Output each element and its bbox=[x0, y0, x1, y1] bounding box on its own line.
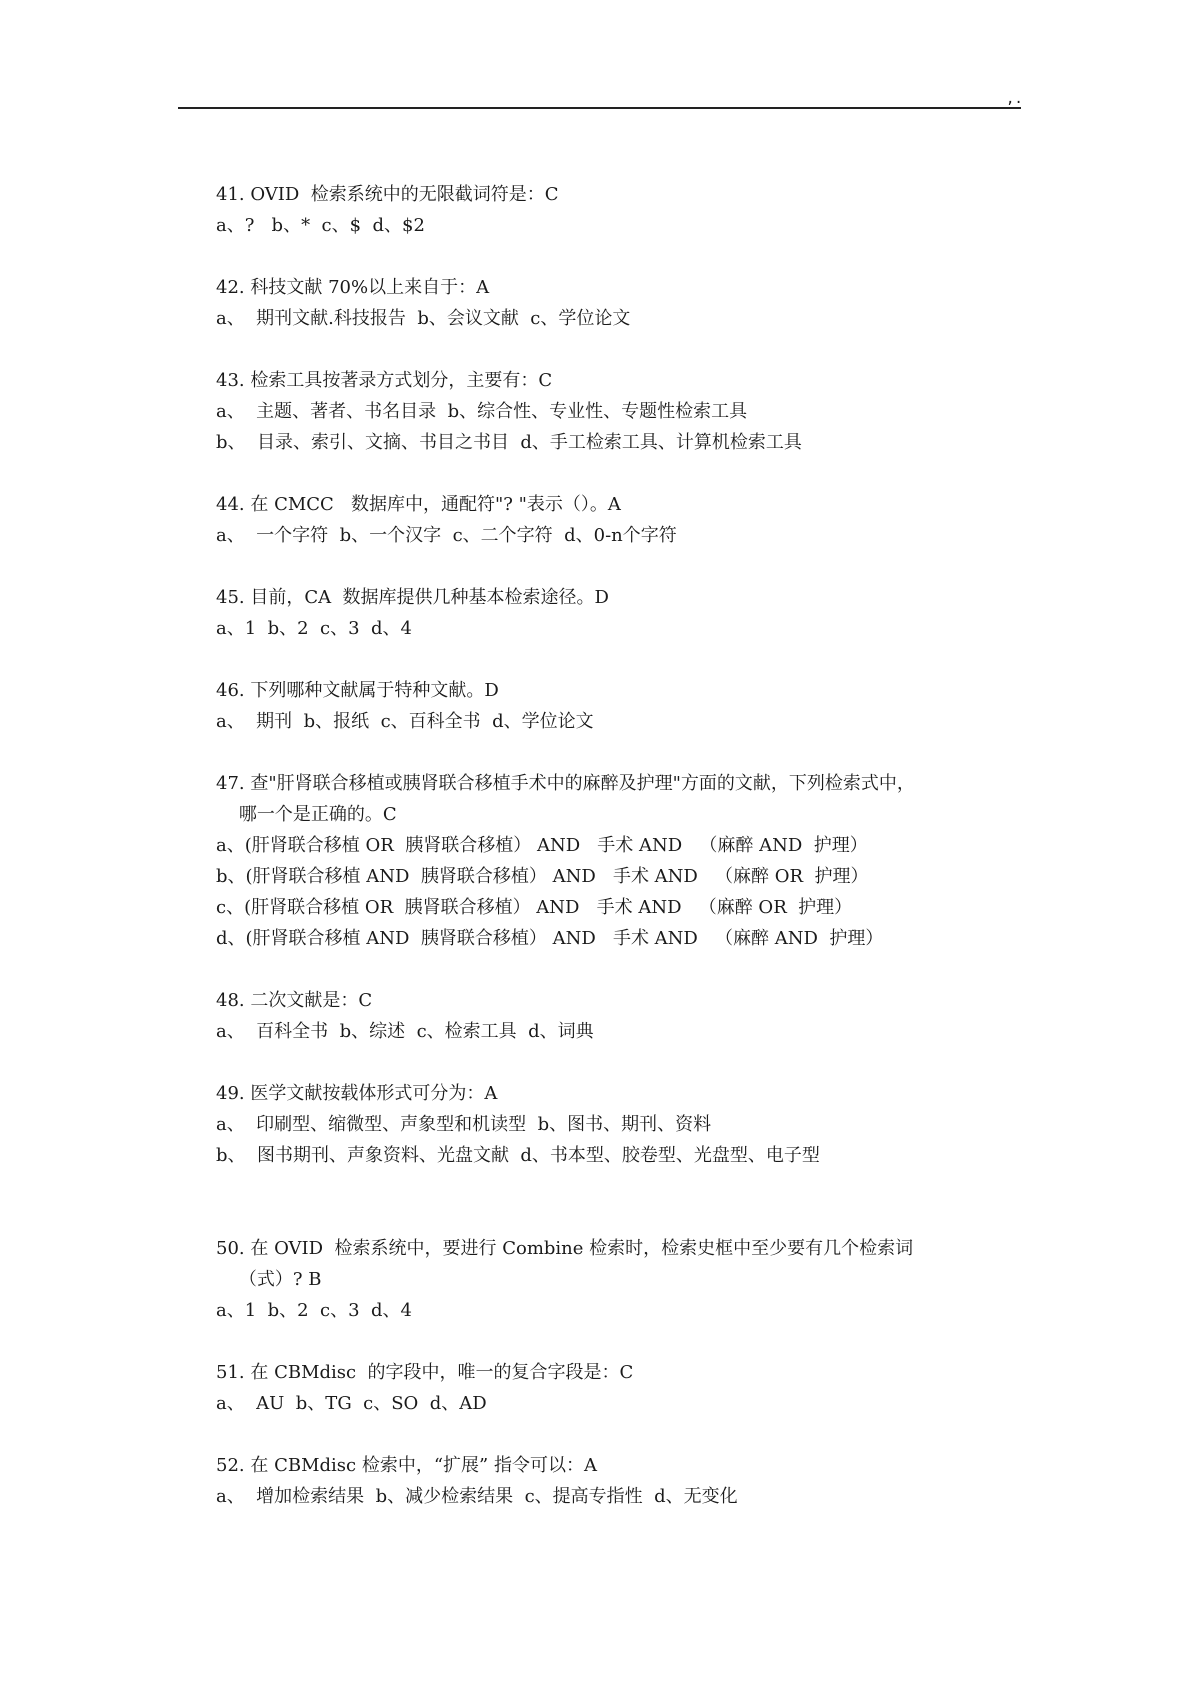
question-41 bbox=[216, 179, 1021, 241]
question-stem: 48. 二次文献是：C bbox=[216, 990, 373, 1011]
question-43 bbox=[216, 365, 1021, 458]
question-option: a、 期刊 b、报纸 c、百科全书 d、学位论文 bbox=[216, 711, 594, 732]
question-option: c、(肝肾联合移植 OR 胰肾联合移植） AND 手术 AND （麻醉 OR 护理） bbox=[216, 897, 853, 918]
question-stem: 47. 查"肝肾联合移植或胰肾联合移植手术中的麻醉及护理"方面的文献，下列检索式中， bbox=[216, 773, 915, 794]
question-stem: 44. 在 CMCC 数据库中，通配符"? "表示（）。A bbox=[216, 494, 621, 515]
question-stem-continued: 哪一个是正确的。C bbox=[216, 804, 397, 825]
question-option: a、 主题、著者、书名目录 b、综合性、专业性、专题性检索工具 bbox=[216, 401, 748, 422]
question-47 bbox=[216, 768, 1021, 954]
question-option: a、1 b、2 c、3 d、4 bbox=[216, 1300, 412, 1321]
question-list bbox=[216, 179, 1021, 1512]
question-option: d、(肝肾联合移植 AND 胰肾联合移植） AND 手术 AND （麻醉 AND 护理） bbox=[216, 928, 884, 949]
question-46 bbox=[216, 675, 1021, 737]
question-44 bbox=[216, 489, 1021, 551]
question-stem: 49. 医学文献按载体形式可分为：A bbox=[216, 1083, 498, 1104]
question-45 bbox=[216, 582, 1021, 644]
question-option: a、? b、* c、$ d、$2 bbox=[216, 215, 425, 236]
question-52 bbox=[216, 1450, 1021, 1512]
header-rule bbox=[178, 107, 1021, 109]
question-option: a、 印刷型、缩微型、声象型和机读型 b、图书、期刊、资料 bbox=[216, 1114, 712, 1135]
question-51 bbox=[216, 1357, 1021, 1419]
question-stem-continued: （式）? B bbox=[216, 1269, 322, 1290]
question-option: a、 期刊文献.科技报告 b、会议文献 c、学位论文 bbox=[216, 308, 631, 329]
question-stem: 41. OVID 检索系统中的无限截词符是：C bbox=[216, 184, 559, 205]
question-stem: 45. 目前，CA 数据库提供几种基本检索途径。D bbox=[216, 587, 609, 608]
question-stem: 52. 在 CBMdisc 检索中，“扩展” 指令可以：A bbox=[216, 1455, 597, 1476]
question-stem: 42. 科技文献 70%以上来自于：A bbox=[216, 277, 490, 298]
question-option: a、(肝肾联合移植 OR 胰肾联合移植） AND 手术 AND （麻醉 AND 护理） bbox=[216, 835, 868, 856]
question-option: a、1 b、2 c、3 d、4 bbox=[216, 618, 412, 639]
header-mark: ,. bbox=[1006, 91, 1023, 107]
question-stem: 51. 在 CBMdisc 的字段中，唯一的复合字段是：C bbox=[216, 1362, 634, 1383]
question-stem: 43. 检索工具按著录方式划分，主要有：C bbox=[216, 370, 553, 391]
question-stem: 46. 下列哪种文献属于特种文献。D bbox=[216, 680, 499, 701]
question-option: a、 AU b、TG c、SO d、AD bbox=[216, 1393, 487, 1414]
question-option: a、 百科全书 b、综述 c、检索工具 d、词典 bbox=[216, 1021, 594, 1042]
question-option: b、 目录、索引、文摘、书目之书目 d、手工检索工具、计算机检索工具 bbox=[216, 432, 802, 453]
question-option: b、(肝肾联合移植 AND 胰肾联合移植） AND 手术 AND （麻醉 OR 护理） bbox=[216, 866, 869, 887]
question-stem: 50. 在 OVID 检索系统中，要进行 Combine 检索时，检索史框中至少要有几个检索词 bbox=[216, 1238, 914, 1259]
question-option: a、 增加检索结果 b、减少检索结果 c、提高专指性 d、无变化 bbox=[216, 1486, 738, 1507]
question-option: a、 一个字符 b、一个汉字 c、二个字符 d、0-n个字符 bbox=[216, 525, 677, 546]
question-option: b、 图书期刊、声象资料、光盘文献 d、书本型、胶卷型、光盘型、电子型 bbox=[216, 1145, 820, 1166]
question-48 bbox=[216, 985, 1021, 1047]
question-42 bbox=[216, 272, 1021, 334]
question-49 bbox=[216, 1078, 1021, 1171]
question-50 bbox=[216, 1233, 1021, 1326]
